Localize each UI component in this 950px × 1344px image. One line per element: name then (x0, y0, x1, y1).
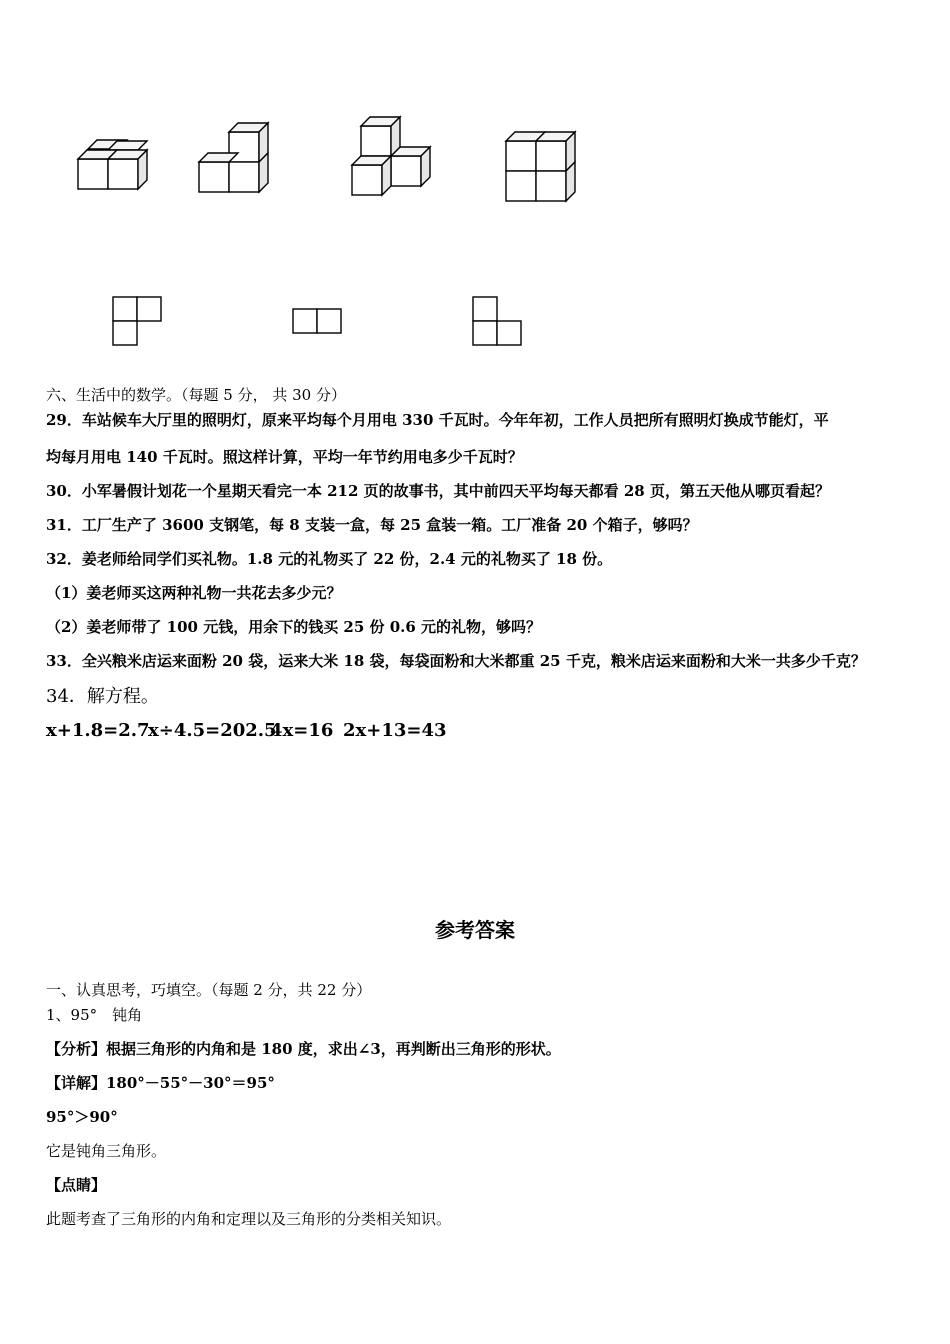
view-figure-3 (468, 292, 528, 352)
equation-2: x÷4.5=202.5 (148, 720, 277, 741)
answers-title: 参考答案 (435, 918, 515, 942)
view-figure-2 (288, 304, 348, 339)
question-29-line1: 29．车站候车大厅里的照明灯，原来平均每个月用电 330 千瓦时。今年年初，工作人员把所有照明灯换成节能灯，平 (46, 411, 829, 429)
view-figure-1 (108, 292, 168, 352)
answers-section1-header: 一、认真思考，巧填空。（每题 2 分，共 22 分） (46, 981, 372, 999)
section6-header: 六、生活中的数学。（每题 5 分， 共 30 分） (46, 386, 346, 404)
answer-comment: 此题考查了三角形的内角和定理以及三角形的分类相关知识。 (46, 1210, 452, 1228)
question-33: 33．全兴粮米店运来面粉 20 袋，运来大米 18 袋，每袋面粉和大米都重 25 千克，粮米店运来面粉和大米一共多少千克？ (46, 652, 866, 670)
answer-compare: 95°＞90° (46, 1108, 118, 1126)
question-31: 31．工厂生产了 3600 支钢笔，每 8 支装一盒，每 25 盒装一箱。工厂准备 20 个箱子，够吗？ (46, 516, 698, 534)
answer-analysis: 【分析】根据三角形的内角和是 180 度，求出∠3，再判断出三角形的形状。 (46, 1040, 561, 1058)
question-32: 32．姜老师给同学们买礼物。1.8 元的礼物买了 22 份，2.4 元的礼物买了 18 份。 (46, 550, 613, 568)
question-34: 34．解方程。 (46, 686, 159, 707)
question-30: 30．小军暑假计划花一个星期天看完一本 212 页的故事书，其中前四天平均每天都看 28 页，第五天他从哪页看起？ (46, 482, 830, 500)
answer-conclusion: 它是钝角三角形。 (46, 1142, 167, 1160)
cube-figure-3 (345, 108, 440, 203)
answer-detail: 【详解】180°－55°－30°＝95° (46, 1074, 275, 1092)
question-32-part1: （1）姜老师买这两种礼物一共花去多少元？ (46, 584, 342, 602)
question-32-part2: （2）姜老师带了 100 元钱，用余下的钱买 25 份 0.6 元的礼物，够吗？ (46, 618, 542, 636)
equation-4: 2x+13=43 (343, 720, 447, 741)
answer-comment-label: 【点睛】 (46, 1176, 107, 1194)
answer-1: 1、95° 钝角 (46, 1006, 143, 1024)
cube-figure-4 (498, 122, 588, 212)
equation-3: 4x=16 (270, 720, 334, 741)
cube-figure-1 (70, 130, 160, 200)
equation-1: x+1.8=2.7 (46, 720, 150, 741)
question-29-line2: 均每月用电 140 千瓦时。照这样计算，平均一年节约用电多少千瓦时？ (46, 448, 523, 466)
cube-figure-2 (192, 115, 282, 205)
